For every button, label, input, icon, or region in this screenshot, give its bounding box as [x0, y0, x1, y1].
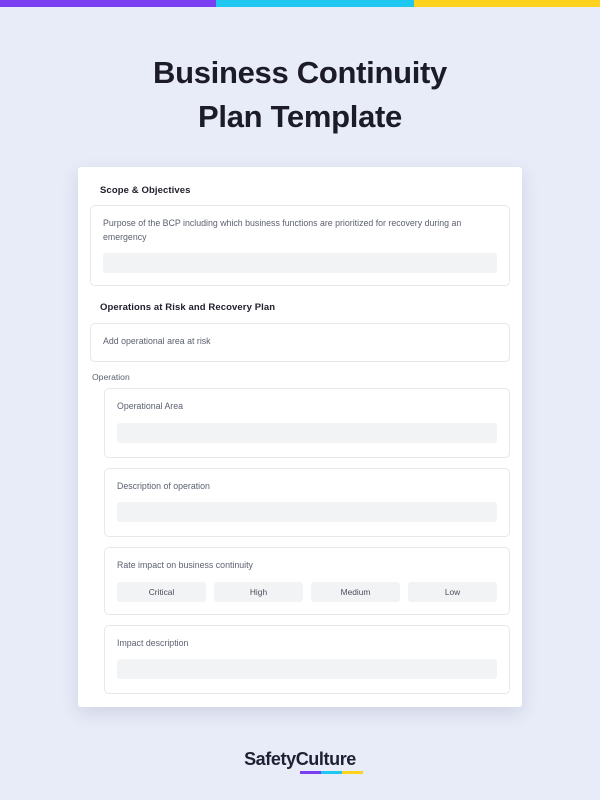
- choice-critical[interactable]: Critical: [117, 582, 206, 602]
- brand-logo-text: SafetyCulture: [244, 749, 356, 769]
- field-purpose: [90, 205, 510, 286]
- field-operational-area: [104, 388, 510, 458]
- underline-yellow: [342, 771, 363, 774]
- page-title-line-1: Business Continuity: [153, 55, 447, 90]
- document-card: [78, 167, 522, 707]
- input-operational-area[interactable]: [117, 423, 497, 443]
- input-purpose[interactable]: [103, 253, 497, 273]
- brand-logo-underline: [300, 771, 363, 774]
- choice-medium[interactable]: Medium: [311, 582, 400, 602]
- document-preview: [78, 167, 522, 707]
- rate-impact-choices: [117, 582, 497, 602]
- operation-group: [104, 388, 510, 695]
- field-label-rate-impact: Rate impact on business continuity: [117, 560, 253, 571]
- page-title-line-2: Plan Template: [198, 99, 402, 135]
- field-label-operational-area: Operational Area: [117, 400, 184, 411]
- top-accent-bar: [0, 0, 600, 7]
- input-description-of-operation[interactable]: [117, 502, 497, 522]
- field-description-of-operation: [104, 468, 510, 538]
- underline-cyan: [321, 771, 342, 774]
- accent-segment-yellow: [414, 0, 600, 7]
- add-operational-area-row[interactable]: [90, 323, 510, 362]
- choice-low[interactable]: Low: [408, 582, 497, 602]
- field-impact-description: [104, 625, 510, 695]
- section-heading-operations: Operations at Risk and Recovery Plan: [100, 302, 276, 314]
- group-label-operation: Operation: [92, 371, 130, 382]
- footer: [0, 749, 600, 770]
- accent-segment-purple: [0, 0, 216, 7]
- field-label-description-of-operation: Description of operation: [117, 480, 210, 491]
- field-label-purpose: Purpose of the BCP including which business functions are prioritized for recovery during an emergency: [103, 218, 462, 242]
- page-title: [0, 51, 600, 139]
- accent-segment-cyan: [216, 0, 414, 7]
- section-heading-scope: Scope & Objectives: [100, 185, 191, 197]
- input-impact-description[interactable]: [117, 659, 497, 679]
- underline-purple: [300, 771, 321, 774]
- choice-high[interactable]: High: [214, 582, 303, 602]
- add-operational-area-label: Add operational area at risk: [103, 336, 211, 347]
- field-rate-impact: [104, 547, 510, 615]
- brand-logo: [244, 749, 356, 770]
- field-label-impact-description: Impact description: [117, 637, 189, 648]
